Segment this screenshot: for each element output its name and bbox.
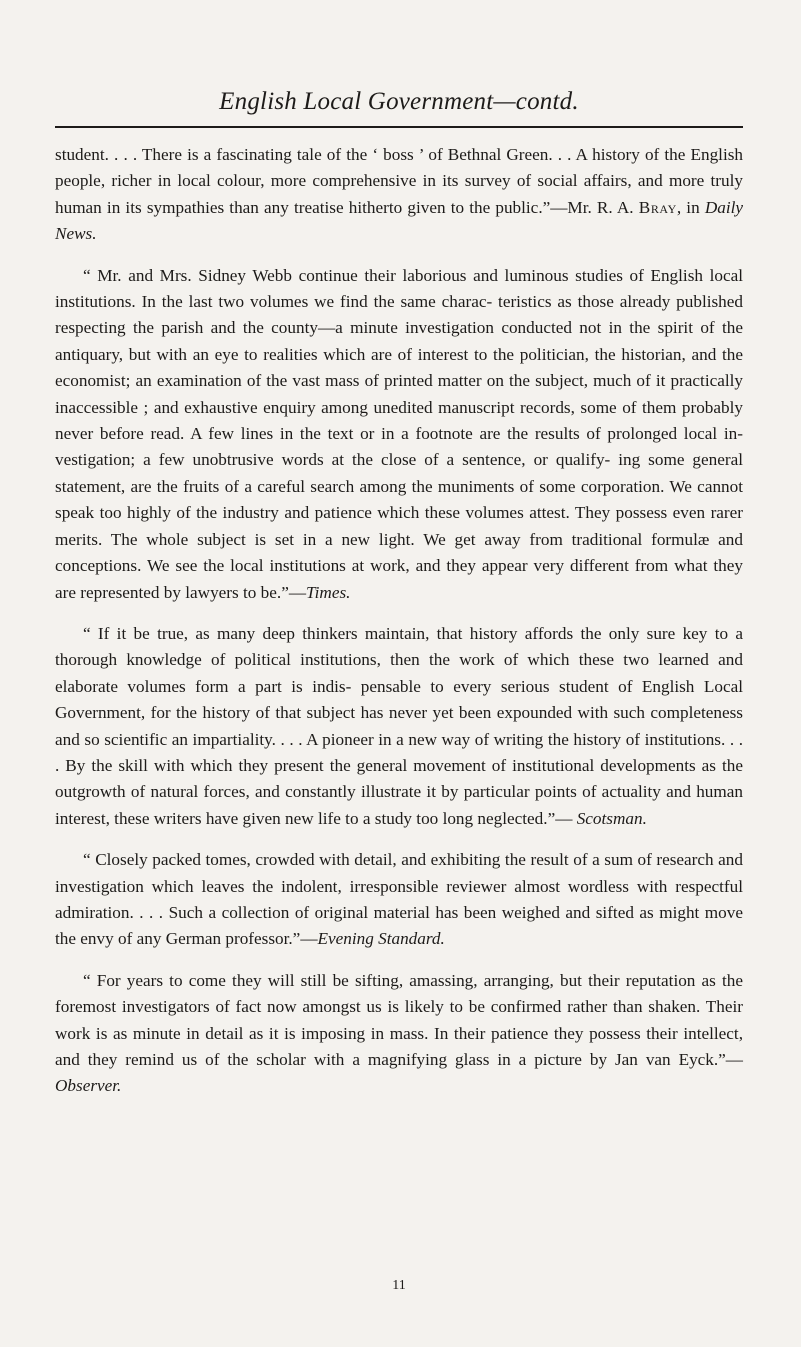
page-number: 11	[392, 1278, 406, 1293]
review-paragraph: “ Mr. and Mrs. Sidney Webb continue their laborious and luminous studies of English local institutions. In the last two volumes we find the same charac- teristics as those already published respecting the parish and the county—a minute investigation conducted not in the spirit of the antiquary, but with an eye to realities which are of interest to the politician, the historian, and the economist; an examination of the vast mass of printed matter on the subject, much of it practically inaccessible ; and exhaustive enquiry among unedited manuscript records, some of them probably never before read. A few lines in the text or in a footnote are the results of prolonged local in- vestigation; a few unobtrusive words at the close of a sentence, or qualify- ing some general statement, are the fruits of a careful search among the muniments of some corporation. We cannot speak too highly of the industry and patience which these volumes attest. They possess even rarer merits. The whole subject is set in a new light. We get away from traditional formulæ and conceptions. We see the local institutions at work, and they appear very different from what they are represented by lawyers to be.”—Times.	[55, 265, 743, 602]
review-paragraph: “ If it be true, as many deep thinkers maintain, that history affords the only sure key to a thorough knowledge of political institutions, then the work of which these two learned and elaborate volumes form a part is indis- pensable to every serious student of English Local Government, for the history of that subject has never yet been expounded with such completeness and so scientific an impartiality. . . . A pioneer in a new way of writing the history of institutions. . . . By the skill with which they present the general movement of institutional developments as the outgrowth of natural forces, and constantly illustrate it by particular points of actuality and human interest, these writers have given new life to a study too long neglected.”— Scotsman.	[55, 623, 743, 828]
review-source: Times.	[306, 582, 351, 602]
review-source: Evening Standard.	[317, 929, 445, 949]
review-source: Daily News.	[55, 197, 744, 244]
review-paragraph: “ Closely packed tomes, crowded with detail, and exhibiting the result of a sum of research and investigation which leaves the indolent, irresponsible reviewer almost wordless with respectful admiration. . . . Such a collection of original material has been weighed and sifted as might move the envy of any German professor.”—Evening Standard.	[55, 850, 743, 949]
reviewer-name: Bray	[638, 197, 677, 217]
review-source: Observer.	[55, 1076, 122, 1096]
review-paragraph: student. . . . There is a fascinating tale of the ‘ boss ’ of Bethnal Green. . . A history of the English people, richer in local colour, more comprehensive in its survey of social affairs, and more truly human in its sympathies than any treatise hitherto given to the public.”—Mr. R. A. Bray, in Daily News.	[55, 145, 744, 244]
header-rule	[55, 126, 743, 128]
reviews-body	[55, 142, 743, 1100]
review-source: Scotsman.	[576, 808, 647, 828]
review-paragraph: “ For years to come they will still be sifting, amassing, arranging, but their reputation as the foremost investigators of fact now amongst us is likely to be confirmed rather than shaken. Their work is as minute in detail as it is imposing in mass. In their patience they possess their intellect, and they remind us of the scholar with a magnifying glass in a picture by Jan van Eyck.”—Observer.	[55, 970, 743, 1096]
running-head: English Local Government—contd.	[219, 88, 579, 115]
